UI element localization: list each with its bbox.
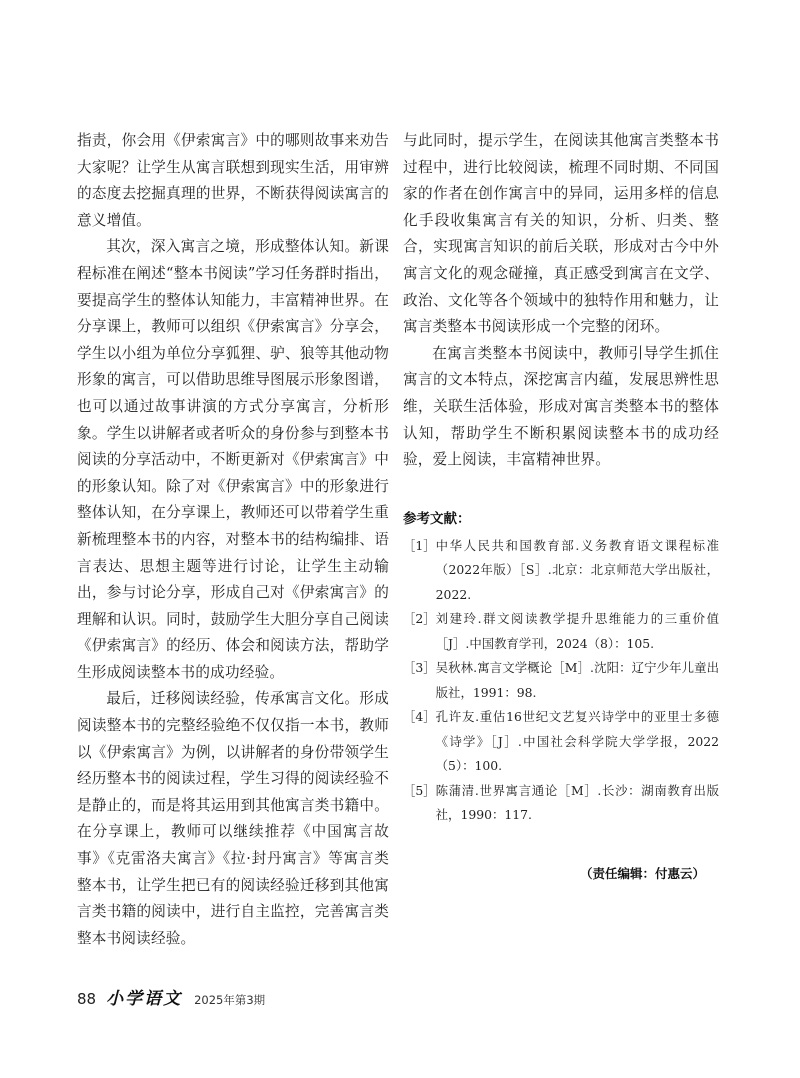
reference-number: ［3］ (403, 660, 436, 676)
reference-item (403, 607, 719, 656)
reference-text: 吴秋林.寓言文学概论［M］.沈阳：辽宁少年儿童出版社，1991：98. (435, 660, 719, 700)
reference-item (403, 779, 719, 828)
left-column (77, 128, 389, 952)
body-paragraph: 在寓言类整本书阅读中，教师引导学生抓住寓言的文本特点，深挖寓言内蕴，发展思辨性思维，关联生活体验，形成对寓言类整本书的整体认知，帮助学生不断积累阅读整本书的成功经验，爱上阅读，丰富精神世界。 (403, 344, 719, 469)
reference-text: 刘建玲.群文阅读教学提升思维能力的三重价值［J］.中国教育学刊，2024（8）：105. (435, 611, 719, 651)
editor-credit: （责任编辑：付惠云） (579, 865, 705, 881)
page-number: 88 (77, 990, 97, 1008)
body-paragraph: 其次，深入寓言之境，形成整体认知。新课程标准在阐述“整本书阅读”学习任务群时指出，要提高学生的整体认知能力，丰富精神世界。在分享课上，教师可以组织《伊索寓言》分享会，学生以小组为单位分享狐狸、驴、狼等其他动物形象的寓言，可以借助思维导图展示形象图谱，也可以通过故事讲演的方式分享寓言，分析形象。学生以讲解者或者听众的身份参与到整本书阅读的分享活动中，不断更新对《伊索寓言》中的形象认知。除了对《伊索寓言》中的形象进行整体认知，在分享课上，教师还可以带着学生重新梳理整本书的内容，对整本书的结构编排、语言表达、思想主题等进行讨论，让学生主动输出，参与讨论分享，形成自己对《伊索寓言》的理解和认识。同时，鼓励学生大胆分享自己阅读《伊索寓言》的经历、体会和阅读方法，帮助学生形成阅读整本书的成功经验。 (77, 238, 389, 681)
right-column (403, 128, 719, 882)
reference-number: ［2］ (403, 611, 436, 627)
reference-number: ［1］ (403, 537, 436, 553)
reference-number: ［5］ (403, 782, 436, 798)
reference-text: 陈蒲清.世界寓言通论［M］.长沙：湖南教育出版社，1990：117. (435, 782, 719, 823)
reference-text: 孔许友.重估16世纪文艺复兴诗学中的亚里士多德《诗学》［J］.中国社会科学院大学学报，2022（5）：100. (435, 709, 719, 774)
reference-item (403, 656, 719, 705)
body-paragraph: 最后，迁移阅读经验，传承寓言文化。形成阅读整本书的完整经验绝不仅仅指一本书，教师以《伊索寓言》为例，以讲解者的身份带领学生经历整本书的阅读过程，学生习得的阅读经验不是静止的，而是将其运用到其他寓言类书籍中。在分享课上，教师可以继续推荐《中国寓言故事》《克雷洛夫寓言》《拉·封丹寓言》等寓言类整本书，让学生把已有的阅读经验迁移到其他寓言类书籍的阅读中，进行自主监控，完善寓言类整本书阅读经验。 (77, 690, 389, 947)
magazine-logo: 小学语文 (106, 989, 183, 1009)
page-footer (77, 984, 265, 1009)
reference-text: 中华人民共和国教育部.义务教育语文课程标准（2022年版）［S］.北京：北京师范大学出版社，2022. (435, 537, 719, 602)
reference-number: ［4］ (403, 709, 436, 725)
issue-label: 2025年第3期 (194, 993, 266, 1007)
references-heading: 参考文献： (403, 510, 471, 527)
reference-item (403, 534, 719, 608)
body-paragraph: 指责，你会用《伊索寓言》中的哪则故事来劝告大家呢？让学生从寓言联想到现实生活，用审辨的态度去挖掘真理的世界，不断获得阅读寓言的意义增值。 (77, 132, 389, 229)
reference-list (403, 534, 719, 828)
reference-item (403, 705, 719, 779)
body-paragraph: 与此同时，提示学生，在阅读其他寓言类整本书过程中，进行比较阅读，梳理不同时期、不同国家的作者在创作寓言中的异同，运用多样的信息化手段收集寓言有关的知识，分析、归类、整合，实现寓言知识的前后关联，形成对古今中外寓言文化的观念碰撞，真正感受到寓言在文学、政治、文化等各个领域中的独特作用和魅力，让寓言类整本书阅读形成一个完整的闭环。 (403, 132, 719, 336)
